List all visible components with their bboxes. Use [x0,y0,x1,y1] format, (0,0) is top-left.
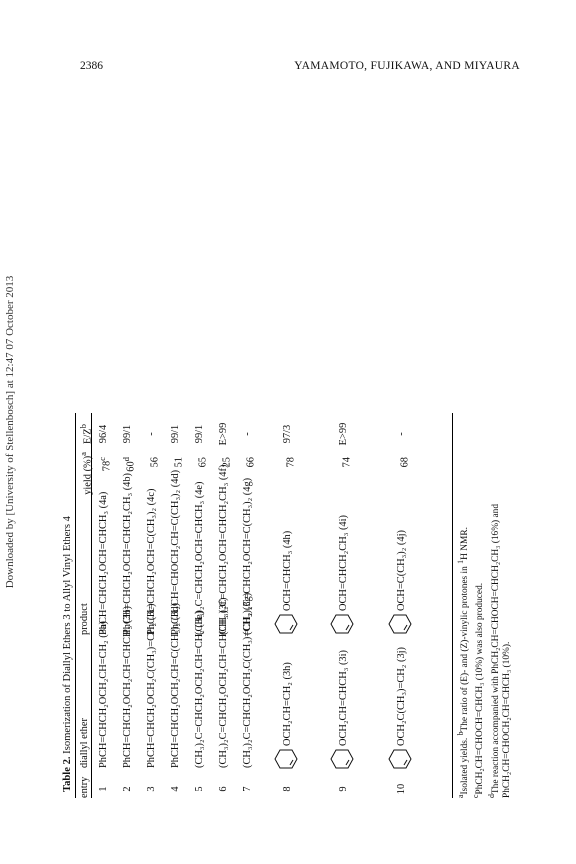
watermark-text: Downloaded by [University of Stellenbosch] at 12:47 07 October 2013 [4,275,16,589]
cell-yield [146,457,161,487]
cell-entry: 8 [282,786,293,792]
header-yield-sup: a [78,452,88,456]
cell-diallyl-ether: (CH₃)₂C=CHCH₂OCH₂CH=CH₂ (3e) [194,610,205,768]
cell-ez: 97/3 [282,424,293,444]
cell-entry: 10 [396,783,407,795]
cell-diallyl-ether: (CH₃)₂C=CHCH₂OCH₂CH=CHCH₃ (3f) [218,597,229,768]
cell-product: PhCH=CHCH₂OCH=CHCH₂CH₃ (4b) [122,472,133,635]
download-watermark [2,0,18,864]
cyclohexene-ring-icon [330,613,354,635]
table-bottom-rule [452,413,453,798]
yield-value: 25 [221,457,233,468]
cell-product: (CH₃)₂C=CHCH₂OCH=C(CH₃)₂ (4g) [242,477,253,635]
cell-entry: 1 [98,786,109,792]
footnote-mark-a: a [456,794,465,798]
cell-product: OCH=CHCH₃ (4h) [282,530,293,611]
yield-value: 66 [245,457,257,468]
cell-yield [396,457,411,487]
cell-ez: 99/1 [194,424,205,444]
cyclohexene-ring-icon [388,613,412,635]
header-yield-label: yield (%) [82,455,94,495]
table-caption-text: Isomerization of Diallyl Ethers 3 to Allyl Vinyl Ethers 4 [62,516,73,757]
cell-ez: 96/4 [98,424,109,444]
cell-yield [194,457,209,487]
footnote-d-text: The reaction accompanied with PhCH₂CH=CHOCH=CHCH₂CH₃ (16%) and PhCH₂CH=CHOCH₂CH=CHCH₃ (10%). [490,503,513,798]
table-row [98,412,118,802]
running-head: YAMAMOTO, FUJIKAWA, AND MIYAURA [294,60,520,72]
cell-entry: 4 [170,786,181,792]
cell-ez: 99/1 [170,424,181,444]
cell-product: OCH=CHCH₂CH₃ (4i) [338,515,349,611]
footnote-mark-b: b [456,731,465,736]
table-row [338,412,358,802]
cell-entry: 6 [218,786,229,792]
table-row [396,412,416,802]
table-caption [62,516,74,792]
cell-diallyl-ether: OCH₂CH=CH₂ (3h) [282,662,293,746]
cell-yield [122,457,137,487]
cell-entry: 5 [194,786,205,792]
footnote-c-text: PhCH₂CH=CHOCH=CHCH₃ (10%) was also produced. [475,582,486,795]
cell-product: (CH₃)₂C=CHCH₂OCH=CHCH₂CH₃ (4f) [218,464,229,635]
header-product: product [79,603,90,635]
cell-product: OCH=C(CH₃)₂ (4j) [396,530,407,611]
header-entry: entry [79,776,90,798]
cell-ez: - [146,432,157,436]
nmr-superscript: 1 [456,559,465,564]
cell-ez: - [396,432,407,436]
nmr-text: H NMR. [460,527,471,560]
cell-entry: 3 [146,786,157,792]
yield-value: 68 [399,457,411,468]
table-row [122,412,142,802]
footnote-b-text: The ratio of (E)- and (Z)-vinylic protones in [460,563,471,732]
cell-diallyl-ether: PhCH=CHCH₂OCH₂C(CH₃)=CH₂ (3c) [146,603,157,768]
table-2 [60,102,513,802]
cyclohexene-ring-icon [274,613,298,635]
cell-ez: - [242,432,253,436]
cell-diallyl-ether: OCH₂CH=CHCH₃ (3i) [338,650,349,746]
cell-product: (CH₃)₂C=CHCH₂OCH=CHCH₃ (4e) [194,481,205,635]
cell-ez: E>99 [338,422,349,446]
footnote-line-2 [487,413,514,798]
cell-yield [338,457,353,487]
cell-diallyl-ether: (CH₃)₂C=CHCH₂OCH₂C(CH₃)=CH₂ (3g) [242,592,253,768]
table-row [146,412,166,802]
cell-diallyl-ether: PhCH=CHCH₂OCH₂CH=CH₂ (3a) [98,621,109,768]
cell-ez: E>99 [218,422,229,446]
table-footnotes [456,413,514,798]
cyclohexene-ring-icon [388,748,412,770]
cell-yield [170,457,185,487]
header-ez-sup: b [78,424,88,429]
cyclohexene-ring-icon [330,748,354,770]
yield-value: 60 [125,461,137,472]
page-number: 2386 [80,60,103,72]
cell-entry: 7 [242,786,253,792]
table-caption-label: Table 2. [62,756,73,792]
footnote-line-1 [456,413,487,798]
table-top-rule [75,413,76,798]
cell-entry: 2 [122,786,133,792]
yield-value: 74 [341,457,353,468]
table-row [218,412,238,802]
footnote-mark-d: d [486,794,496,798]
page-header [80,60,520,76]
yield-value: 78 [285,457,297,468]
table-row [282,412,302,802]
rotated-table-area [60,102,513,802]
yield-value: 78 [101,460,113,472]
cell-yield [218,457,233,487]
cell-diallyl-ether: PhCH=CHCH₂OCH₂CH=C(CH₃)₂ (3d) [170,602,181,768]
footnote-mark-c: c [471,794,481,798]
yield-footnote-mark: d [121,457,131,462]
cell-product: PhCH=CHCH₂OCH=C(CH₃)₂ (4c) [146,488,157,635]
yield-value: 51 [173,457,185,468]
cell-yield [242,457,257,487]
cell-entry: 9 [338,786,349,792]
yield-value: 65 [197,457,209,468]
table-header-rule [91,413,92,798]
table-row [242,412,262,802]
cell-diallyl-ether: PhCH=CHCH₂OCH₂CH=CHCH₃ (3b) [122,605,133,768]
cell-ez: 99/1 [122,424,133,444]
header-diallyl-ether: diallyl ether [79,718,90,768]
cell-diallyl-ether: OCH₂C(CH₃)=CH₂ (3j) [396,647,407,746]
cell-product: PhCH=CHCH₂OCH=CHCH₃ (4a) [98,491,109,635]
cyclohexene-ring-icon [274,748,298,770]
footnote-a-text: Isolated yields. [460,735,471,795]
cell-product: PhCH₂CH=CHOCH₂CH=C(CH₃)₂ (4d) [170,469,181,635]
cell-yield [98,457,113,487]
table-row [170,412,190,802]
yield-value: 56 [149,457,161,468]
table-row [194,412,214,802]
yield-footnote-mark: c [97,457,107,461]
header-ez-label: E/Z [82,428,94,444]
cell-yield [282,457,297,487]
